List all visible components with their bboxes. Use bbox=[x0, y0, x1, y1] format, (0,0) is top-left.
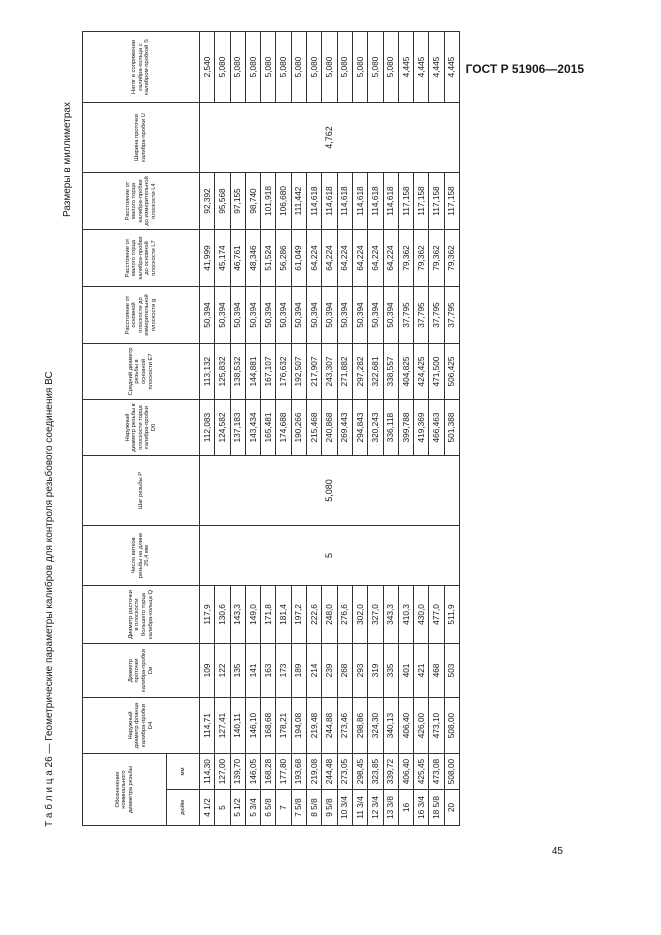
cell-bore-diameter: 149,0 bbox=[245, 586, 260, 644]
cell-size-mm: 114,30 bbox=[200, 754, 215, 790]
cell-distance-l4: 114,618 bbox=[383, 173, 398, 230]
cell-bore-diameter: 302,0 bbox=[352, 586, 367, 644]
cell-distance-l7: 64,224 bbox=[322, 230, 337, 287]
cell-distance-l4: 117,158 bbox=[444, 173, 459, 230]
cell-size-inch: 7 5/8 bbox=[291, 790, 306, 826]
cell-size-inch: 13 3/8 bbox=[383, 790, 398, 826]
cell-size-mm: 508,00 bbox=[444, 754, 459, 790]
cell-outer-diameter: 294,843 bbox=[352, 400, 367, 456]
cell-standoff: 5,080 bbox=[337, 32, 352, 103]
cell-outer-diameter: 240,868 bbox=[322, 400, 337, 456]
cell-standoff: 5,080 bbox=[276, 32, 291, 103]
cell-distance-l7: 79,362 bbox=[398, 230, 413, 287]
cell-bore-diameter: 181,4 bbox=[276, 586, 291, 644]
cell-distance-l4: 117,158 bbox=[398, 173, 413, 230]
cell-pitch-merged: 5,080 bbox=[200, 456, 460, 526]
cell-distance-l4: 114,618 bbox=[322, 173, 337, 230]
cell-pitch-diameter: 125,832 bbox=[215, 344, 230, 400]
cell-size-mm: 273,05 bbox=[337, 754, 352, 790]
cell-size-mm: 473,08 bbox=[429, 754, 444, 790]
cell-gauge-distance: 37,795 bbox=[444, 287, 459, 344]
cell-bore-diameter: 430,0 bbox=[414, 586, 429, 644]
cell-standoff: 5,080 bbox=[215, 32, 230, 103]
col-groove-diameter: Диаметр проточки калибра-пробки Dи bbox=[83, 644, 200, 698]
cell-size-inch: 9 5/8 bbox=[322, 790, 337, 826]
cell-distance-l4: 114,618 bbox=[337, 173, 352, 230]
cell-gauge-distance: 50,394 bbox=[230, 287, 245, 344]
cell-outer-diameter: 174,688 bbox=[276, 400, 291, 456]
cell-flange-diameter: 508,00 bbox=[444, 698, 459, 754]
cell-gauge-distance: 50,394 bbox=[322, 287, 337, 344]
cell-distance-l7: 79,362 bbox=[444, 230, 459, 287]
cell-outer-diameter: 124,582 bbox=[215, 400, 230, 456]
cell-distance-l4: 114,618 bbox=[307, 173, 322, 230]
cell-bore-diameter: 143,3 bbox=[230, 586, 245, 644]
cell-pitch-diameter: 404,825 bbox=[398, 344, 413, 400]
cell-distance-l7: 64,224 bbox=[307, 230, 322, 287]
cell-gauge-distance: 50,394 bbox=[368, 287, 383, 344]
cell-size-mm: 244,48 bbox=[322, 754, 337, 790]
cell-size-mm: 425,45 bbox=[414, 754, 429, 790]
sub-header-inch: дюйм bbox=[167, 790, 200, 826]
cell-pitch-diameter: 424,425 bbox=[414, 344, 429, 400]
cell-distance-l4: 111,442 bbox=[291, 173, 306, 230]
cell-size-mm: 127,00 bbox=[215, 754, 230, 790]
cell-distance-l4: 114,618 bbox=[368, 173, 383, 230]
cell-bore-diameter: 197,2 bbox=[291, 586, 306, 644]
cell-turns-merged: 5 bbox=[200, 526, 460, 586]
cell-gauge-distance: 50,394 bbox=[245, 287, 260, 344]
col-outer-diameter: Наружный диаметр резьбы в плоскости торца калибра-пробки D0 bbox=[83, 400, 200, 456]
cell-pitch-diameter: 471,500 bbox=[429, 344, 444, 400]
cell-size-mm: 339,72 bbox=[383, 754, 398, 790]
cell-gauge-distance: 50,394 bbox=[307, 287, 322, 344]
cell-gauge-distance: 50,394 bbox=[352, 287, 367, 344]
cell-size-inch: 20 bbox=[444, 790, 459, 826]
cell-flange-diameter: 114,71 bbox=[200, 698, 215, 754]
cell-standoff: 5,080 bbox=[230, 32, 245, 103]
cell-distance-l7: 56,286 bbox=[276, 230, 291, 287]
cell-standoff: 4,445 bbox=[398, 32, 413, 103]
cell-groove-diameter: 109 bbox=[200, 644, 215, 698]
cell-gauge-distance: 50,394 bbox=[383, 287, 398, 344]
cell-gauge-distance: 50,394 bbox=[215, 287, 230, 344]
cell-standoff: 2,540 bbox=[200, 32, 215, 103]
cell-flange-diameter: 426,00 bbox=[414, 698, 429, 754]
cell-groove-diameter: 293 bbox=[352, 644, 367, 698]
cell-groove-diameter: 421 bbox=[414, 644, 429, 698]
cell-flange-diameter: 406,40 bbox=[398, 698, 413, 754]
cell-size-inch: 10 3/4 bbox=[337, 790, 352, 826]
cell-gauge-distance: 50,394 bbox=[261, 287, 276, 344]
col-groove-width: Ширина проточки калибра-пробки U bbox=[83, 103, 200, 173]
cell-size-inch: 12 3/4 bbox=[368, 790, 383, 826]
cell-distance-l7: 45,174 bbox=[215, 230, 230, 287]
cell-groove-diameter: 173 bbox=[276, 644, 291, 698]
cell-flange-diameter: 273,46 bbox=[337, 698, 352, 754]
cell-pitch-diameter: 297,282 bbox=[352, 344, 367, 400]
cell-bore-diameter: 410,3 bbox=[398, 586, 413, 644]
cell-groove-diameter: 135 bbox=[230, 644, 245, 698]
cell-size-mm: 139,70 bbox=[230, 754, 245, 790]
cell-size-inch: 5 1/2 bbox=[230, 790, 245, 826]
col-distance-l4: Расстояние от малого торца калибра-пробки до измерительной плоскости L4 bbox=[83, 173, 200, 230]
cell-gauge-distance: 50,394 bbox=[200, 287, 215, 344]
cell-pitch-diameter: 167,107 bbox=[261, 344, 276, 400]
cell-distance-l4: 92,392 bbox=[200, 173, 215, 230]
cell-pitch-diameter: 322,681 bbox=[368, 344, 383, 400]
cell-bore-diameter: 248,0 bbox=[322, 586, 337, 644]
cell-pitch-diameter: 338,557 bbox=[383, 344, 398, 400]
cell-distance-l7: 64,224 bbox=[352, 230, 367, 287]
cell-gauge-distance: 50,394 bbox=[337, 287, 352, 344]
cell-groove-diameter: 268 bbox=[337, 644, 352, 698]
cell-distance-l4: 106,680 bbox=[276, 173, 291, 230]
table-body bbox=[200, 32, 460, 826]
cell-pitch-diameter: 271,882 bbox=[337, 344, 352, 400]
cell-outer-diameter: 466,463 bbox=[429, 400, 444, 456]
cell-flange-diameter: 194,08 bbox=[291, 698, 306, 754]
cell-size-inch: 4 1/2 bbox=[200, 790, 215, 826]
col-bore-diameter: Диаметр расточки в плоскости большего торца калибра-кольца Q bbox=[83, 586, 200, 644]
cell-size-mm: 406,40 bbox=[398, 754, 413, 790]
cell-outer-diameter: 320,243 bbox=[368, 400, 383, 456]
cell-size-inch: 16 bbox=[398, 790, 413, 826]
cell-size-inch: 18 5/8 bbox=[429, 790, 444, 826]
thread-designation-header: Обозначение номинального диаметра резьбы bbox=[83, 754, 167, 826]
cell-size-inch: 11 3/4 bbox=[352, 790, 367, 826]
cell-pitch-diameter: 176,632 bbox=[276, 344, 291, 400]
cell-outer-diameter: 143,434 bbox=[245, 400, 260, 456]
cell-distance-l7: 64,224 bbox=[337, 230, 352, 287]
cell-distance-l7: 64,224 bbox=[383, 230, 398, 287]
cell-groove-diameter: 189 bbox=[291, 644, 306, 698]
cell-groove-diameter: 468 bbox=[429, 644, 444, 698]
cell-distance-l7: 46,761 bbox=[230, 230, 245, 287]
table-caption: Т а б л и ц а 26 — Геометрические параметры калибров для контроля резьбового соединения ВС bbox=[44, 371, 55, 827]
cell-pitch-diameter: 138,532 bbox=[230, 344, 245, 400]
cell-gauge-distance: 50,394 bbox=[276, 287, 291, 344]
cell-outer-diameter: 501,388 bbox=[444, 400, 459, 456]
cell-pitch-diameter: 217,907 bbox=[307, 344, 322, 400]
cell-gauge-distance: 37,795 bbox=[429, 287, 444, 344]
cell-standoff: 5,080 bbox=[368, 32, 383, 103]
cell-distance-l4: 97,155 bbox=[230, 173, 245, 230]
cell-distance-l7: 79,362 bbox=[414, 230, 429, 287]
parameters-table bbox=[82, 31, 460, 826]
cell-flange-diameter: 140,11 bbox=[230, 698, 245, 754]
cell-distance-l4: 117,158 bbox=[429, 173, 444, 230]
cell-flange-diameter: 244,88 bbox=[322, 698, 337, 754]
cell-flange-diameter: 146,10 bbox=[245, 698, 260, 754]
cell-bore-diameter: 171,8 bbox=[261, 586, 276, 644]
cell-gauge-distance: 37,795 bbox=[398, 287, 413, 344]
cell-outer-diameter: 190,266 bbox=[291, 400, 306, 456]
col-pitch-diameter: Средний диаметр резьбы в основной плоскости E7 bbox=[83, 344, 200, 400]
cell-distance-l7: 41,999 bbox=[200, 230, 215, 287]
cell-outer-diameter: 269,443 bbox=[337, 400, 352, 456]
cell-bore-diameter: 222,6 bbox=[307, 586, 322, 644]
cell-groove-width-merged: 4,762 bbox=[200, 103, 460, 173]
cell-flange-diameter: 127,41 bbox=[215, 698, 230, 754]
cell-pitch-diameter: 243,307 bbox=[322, 344, 337, 400]
table-row bbox=[200, 32, 215, 826]
cell-distance-l7: 51,524 bbox=[261, 230, 276, 287]
page-number: 45 bbox=[551, 846, 563, 857]
cell-bore-diameter: 327,0 bbox=[368, 586, 383, 644]
cell-pitch-diameter: 113,132 bbox=[200, 344, 215, 400]
cell-standoff: 4,445 bbox=[414, 32, 429, 103]
cell-standoff: 5,080 bbox=[307, 32, 322, 103]
cell-groove-diameter: 335 bbox=[383, 644, 398, 698]
cell-groove-diameter: 141 bbox=[245, 644, 260, 698]
col-flange-diameter: Наружный диаметр фланца калибра-пробки D4 bbox=[83, 698, 200, 754]
cell-distance-l7: 64,224 bbox=[368, 230, 383, 287]
cell-size-mm: 146,05 bbox=[245, 754, 260, 790]
document-id: ГОСТ Р 51906—2015 bbox=[465, 62, 584, 76]
cell-size-mm: 323,85 bbox=[368, 754, 383, 790]
cell-bore-diameter: 130,6 bbox=[215, 586, 230, 644]
cell-pitch-diameter: 144,881 bbox=[245, 344, 260, 400]
cell-pitch-diameter: 506,425 bbox=[444, 344, 459, 400]
cell-flange-diameter: 178,21 bbox=[276, 698, 291, 754]
cell-standoff: 4,445 bbox=[429, 32, 444, 103]
cell-size-inch: 6 5/8 bbox=[261, 790, 276, 826]
col-turns-per-inch: Число витков резьбы на длине 25,4 мм bbox=[83, 526, 200, 586]
cell-size-inch: 16 3/4 bbox=[414, 790, 429, 826]
cell-bore-diameter: 276,6 bbox=[337, 586, 352, 644]
cell-standoff: 5,080 bbox=[245, 32, 260, 103]
cell-outer-diameter: 419,369 bbox=[414, 400, 429, 456]
cell-bore-diameter: 343,3 bbox=[383, 586, 398, 644]
cell-standoff: 5,080 bbox=[383, 32, 398, 103]
col-standoff: Натяг в сопряжении калибра-кольца с калибром-пробкой S bbox=[83, 32, 200, 103]
cell-standoff: 5,080 bbox=[291, 32, 306, 103]
cell-size-inch: 7 bbox=[276, 790, 291, 826]
cell-groove-diameter: 122 bbox=[215, 644, 230, 698]
cell-standoff: 5,080 bbox=[322, 32, 337, 103]
cell-size-mm: 298,45 bbox=[352, 754, 367, 790]
cell-size-mm: 168,28 bbox=[261, 754, 276, 790]
cell-flange-diameter: 473,10 bbox=[429, 698, 444, 754]
cell-outer-diameter: 399,788 bbox=[398, 400, 413, 456]
cell-bore-diameter: 117,9 bbox=[200, 586, 215, 644]
col-thread-pitch: Шаг резьбы P bbox=[83, 456, 200, 526]
cell-groove-diameter: 163 bbox=[261, 644, 276, 698]
col-distance-l7: Расстояние от малого торца калибра-пробки до основной плоскости L7 bbox=[83, 230, 200, 287]
cell-distance-l4: 117,158 bbox=[414, 173, 429, 230]
cell-size-inch: 5 bbox=[215, 790, 230, 826]
cell-distance-l7: 79,362 bbox=[429, 230, 444, 287]
cell-standoff: 5,080 bbox=[261, 32, 276, 103]
cell-gauge-distance: 37,795 bbox=[414, 287, 429, 344]
cell-groove-diameter: 319 bbox=[368, 644, 383, 698]
cell-size-mm: 177,80 bbox=[276, 754, 291, 790]
cell-flange-diameter: 324,30 bbox=[368, 698, 383, 754]
cell-outer-diameter: 215,468 bbox=[307, 400, 322, 456]
sub-header-mm: мм bbox=[167, 754, 200, 790]
cell-size-mm: 193,68 bbox=[291, 754, 306, 790]
cell-size-inch: 8 5/8 bbox=[307, 790, 322, 826]
cell-size-mm: 219,08 bbox=[307, 754, 322, 790]
cell-groove-diameter: 239 bbox=[322, 644, 337, 698]
cell-pitch-diameter: 192,507 bbox=[291, 344, 306, 400]
cell-flange-diameter: 298,86 bbox=[352, 698, 367, 754]
cell-outer-diameter: 165,481 bbox=[261, 400, 276, 456]
units-note: Размеры в миллиметрах bbox=[62, 102, 73, 217]
cell-outer-diameter: 336,118 bbox=[383, 400, 398, 456]
cell-distance-l4: 98,740 bbox=[245, 173, 260, 230]
cell-distance-l7: 48,346 bbox=[245, 230, 260, 287]
cell-groove-diameter: 401 bbox=[398, 644, 413, 698]
col-gauge-distance: Расстояние от основной плоскости до измерительной плоскости g bbox=[83, 287, 200, 344]
cell-outer-diameter: 137,183 bbox=[230, 400, 245, 456]
cell-groove-diameter: 503 bbox=[444, 644, 459, 698]
cell-gauge-distance: 50,394 bbox=[291, 287, 306, 344]
cell-bore-diameter: 511,9 bbox=[444, 586, 459, 644]
cell-flange-diameter: 219,48 bbox=[307, 698, 322, 754]
cell-bore-diameter: 477,0 bbox=[429, 586, 444, 644]
cell-groove-diameter: 214 bbox=[307, 644, 322, 698]
cell-distance-l4: 95,568 bbox=[215, 173, 230, 230]
cell-standoff: 4,445 bbox=[444, 32, 459, 103]
cell-flange-diameter: 168,68 bbox=[261, 698, 276, 754]
cell-distance-l4: 101,918 bbox=[261, 173, 276, 230]
parameters-table-wrapper bbox=[82, 39, 460, 826]
cell-distance-l4: 114,618 bbox=[352, 173, 367, 230]
cell-outer-diameter: 112,083 bbox=[200, 400, 215, 456]
cell-distance-l7: 61,049 bbox=[291, 230, 306, 287]
cell-flange-diameter: 340,13 bbox=[383, 698, 398, 754]
cell-size-inch: 5 3/4 bbox=[245, 790, 260, 826]
cell-standoff: 5,080 bbox=[352, 32, 367, 103]
